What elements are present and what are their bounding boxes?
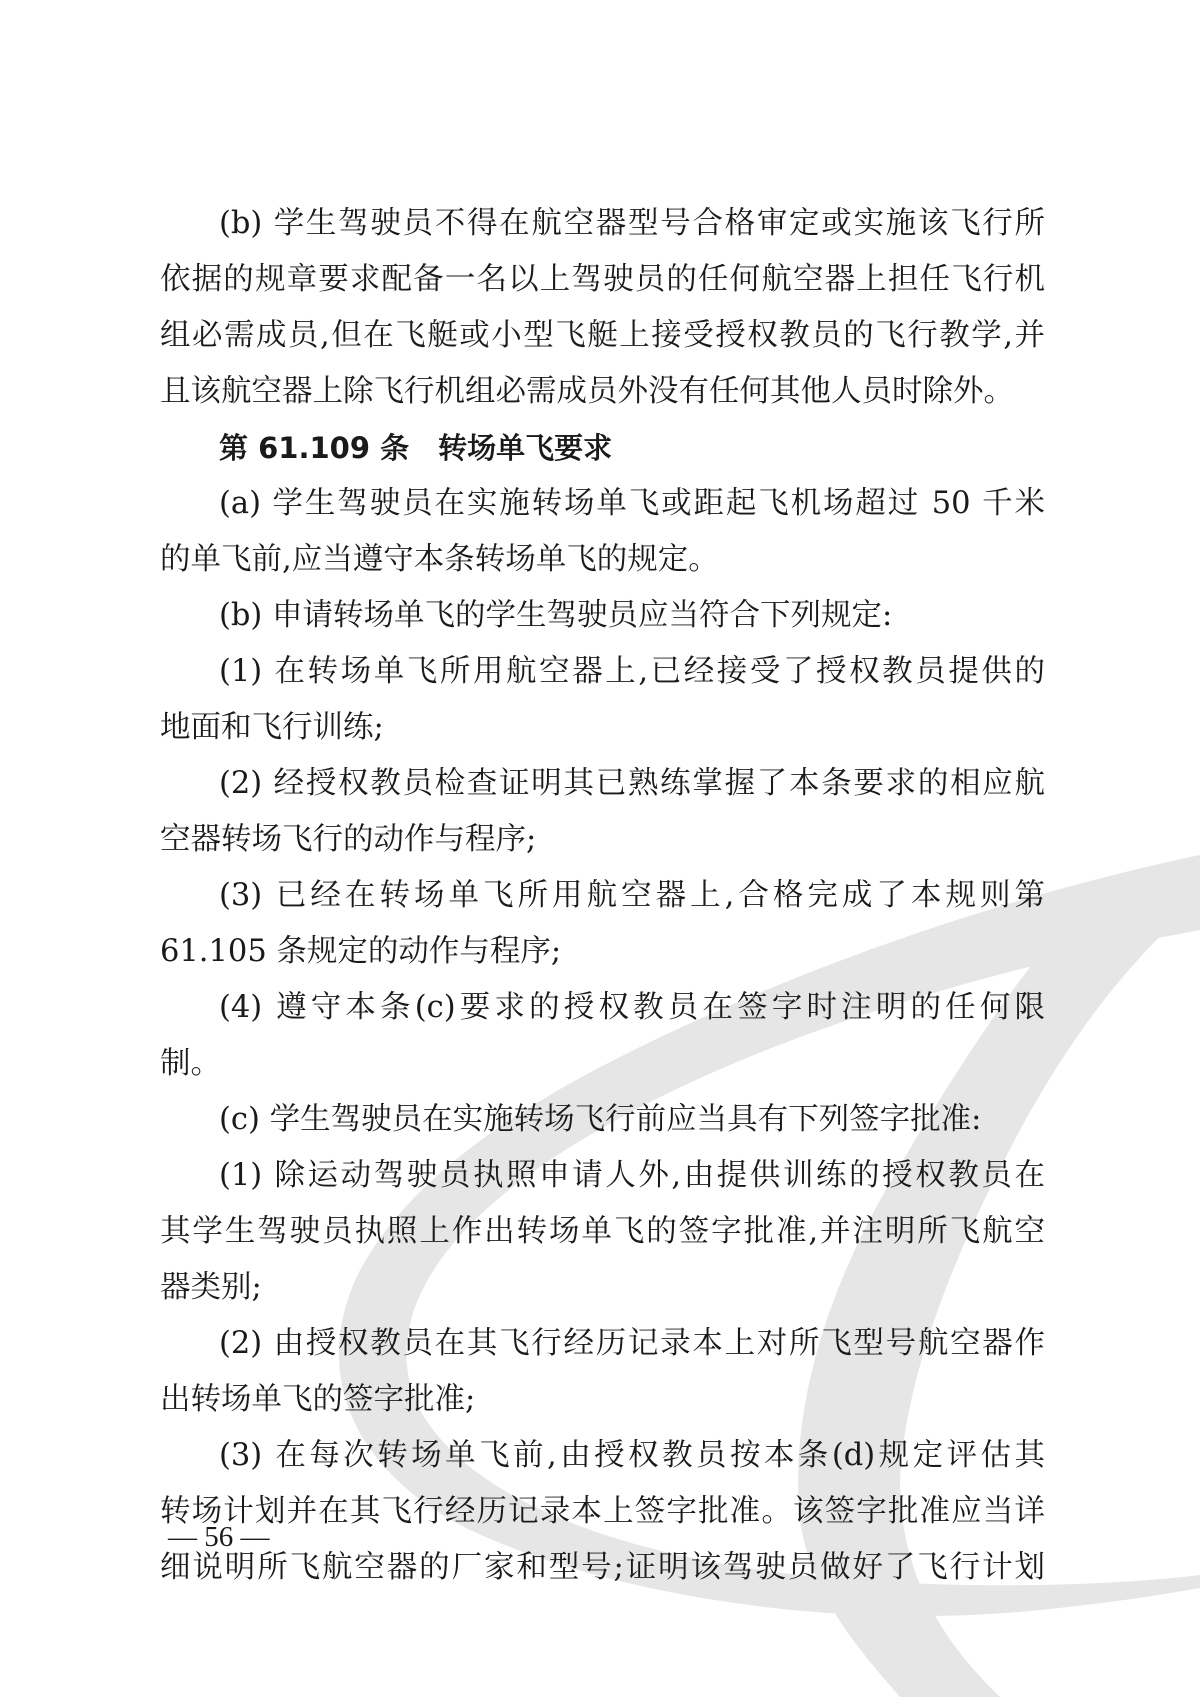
paragraph-line: (4) 遵守本条(c)要求的授权教员在签字时注明的任何限 xyxy=(219,990,1045,1025)
paragraph-line: (1) 在转场单飞所用航空器上,已经接受了授权教员提供的 xyxy=(219,654,1045,689)
paragraph-line: 且该航空器上除飞行机组必需成员外没有任何其他人员时除外。 xyxy=(160,374,1014,409)
paragraph-line: 其学生驾驶员执照上作出转场单飞的签字批准,并注明所飞航空 xyxy=(160,1214,1045,1249)
paragraph-line: (2) 由授权教员在其飞行经历记录本上对所飞型号航空器作 xyxy=(219,1326,1045,1361)
paragraph-line: 依据的规章要求配备一名以上驾驶员的任何航空器上担任飞行机 xyxy=(160,262,1045,297)
paragraph-line: (2) 经授权教员检查证明其已熟练掌握了本条要求的相应航 xyxy=(219,766,1045,801)
paragraph-line: (b) 学生驾驶员不得在航空器型号合格审定或实施该飞行所 xyxy=(219,206,1045,241)
paragraph-line: (1) 除运动驾驶员执照申请人外,由提供训练的授权教员在 xyxy=(219,1158,1045,1193)
paragraph-line: 组必需成员,但在飞艇或小型飞艇上接受授权教员的飞行教学,并 xyxy=(160,318,1045,353)
paragraph-line: (b) 申请转场单飞的学生驾驶员应当符合下列规定: xyxy=(219,598,893,633)
paragraph-line: 出转场单飞的签字批准; xyxy=(160,1382,476,1417)
paragraph-line: (3) 已经在转场单飞所用航空器上,合格完成了本规则第 xyxy=(219,878,1045,913)
paragraph-line: 细说明所飞航空器的厂家和型号;证明该驾驶员做好了飞行计划 xyxy=(160,1550,1045,1585)
paragraph-line: 器类别; xyxy=(160,1270,262,1305)
paragraph-line: (a) 学生驾驶员在实施转场单飞或距起飞机场超过 50 千米 xyxy=(219,486,1045,521)
paragraph-line: 61.105 条规定的动作与程序; xyxy=(160,934,562,969)
paragraph-line: 空器转场飞行的动作与程序; xyxy=(160,822,537,857)
paragraph-line: 转场计划并在其飞行经历记录本上签字批准。该签字批准应当详 xyxy=(160,1494,1045,1529)
section-heading: 第 61.109 条 转场单飞要求 xyxy=(219,431,613,465)
paragraph-line: (3) 在每次转场单飞前,由授权教员按本条(d)规定评估其 xyxy=(219,1438,1045,1473)
paragraph-line: 地面和飞行训练; xyxy=(160,710,384,745)
paragraph-line: 的单飞前,应当遵守本条转场单飞的规定。 xyxy=(160,542,719,577)
paragraph-line: 制。 xyxy=(160,1046,221,1081)
page-number: — 56 — xyxy=(168,1521,270,1553)
paragraph-line: (c) 学生驾驶员在实施转场飞行前应当具有下列签字批准: xyxy=(219,1102,982,1137)
